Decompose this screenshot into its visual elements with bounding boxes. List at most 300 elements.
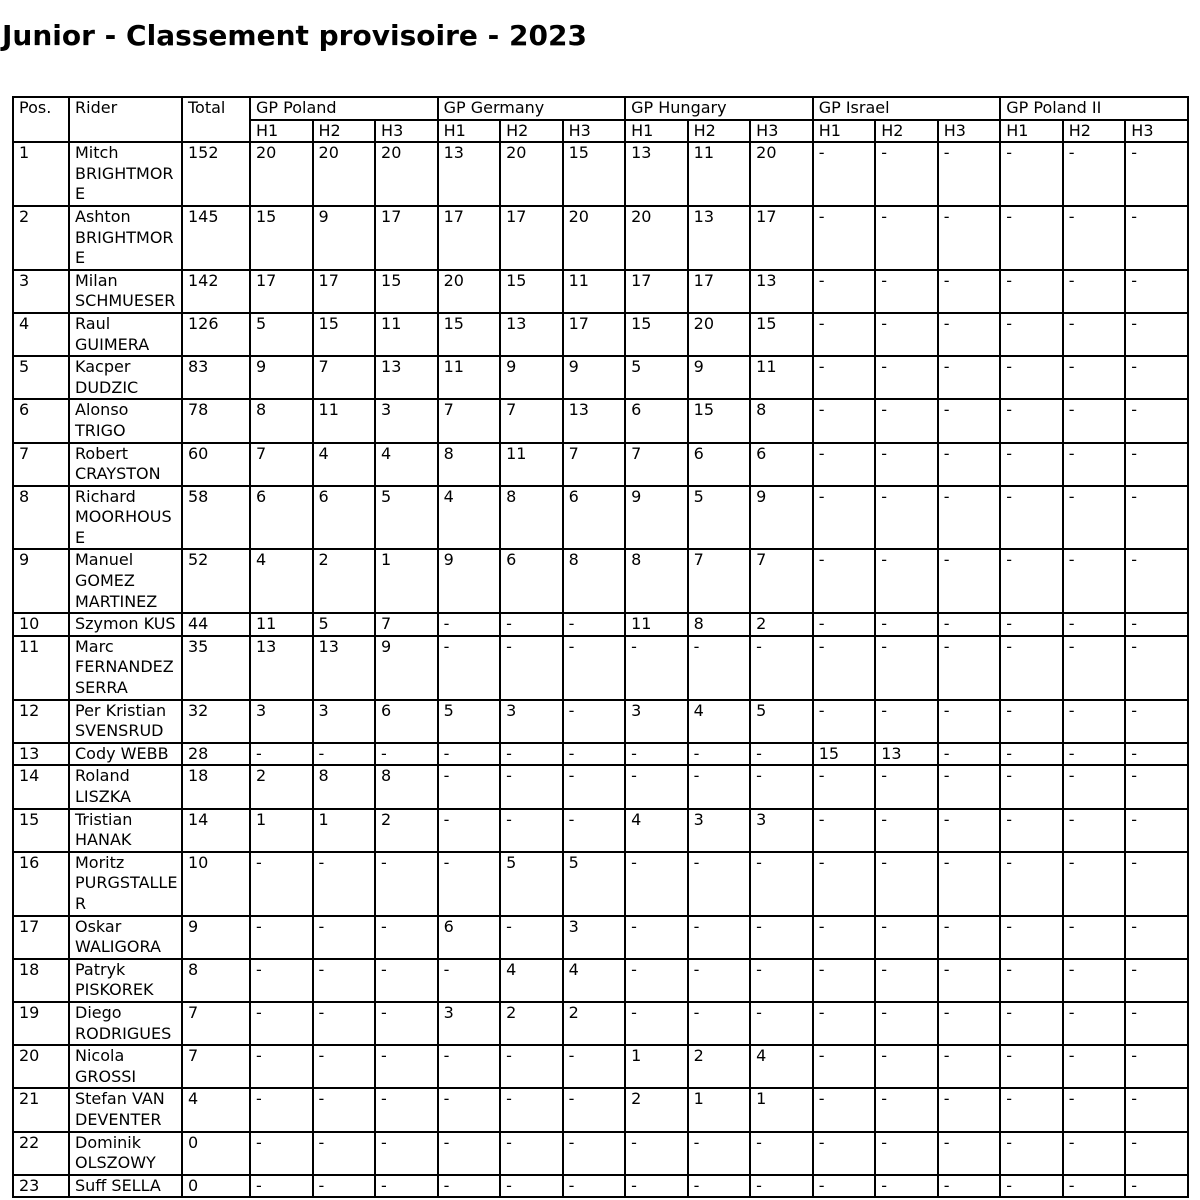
heat-score-cell: - bbox=[813, 206, 876, 270]
heat-score-cell: - bbox=[875, 809, 938, 852]
standings-table bbox=[12, 96, 1189, 1198]
heat-score-cell: 4 bbox=[750, 1045, 813, 1088]
heat-score-cell: 2 bbox=[750, 613, 813, 636]
heat-score-cell: 5 bbox=[688, 486, 751, 550]
table-row bbox=[13, 270, 1188, 313]
heat-score-cell: 7 bbox=[625, 443, 688, 486]
header-event: GP Germany bbox=[438, 97, 626, 120]
heat-score-cell: - bbox=[1125, 313, 1188, 356]
heat-score-cell: 4 bbox=[438, 486, 501, 550]
heat-score-cell: - bbox=[1125, 809, 1188, 852]
heat-score-cell: - bbox=[500, 916, 563, 959]
heat-score-cell: - bbox=[1000, 959, 1063, 1002]
heat-score-cell: 1 bbox=[625, 1045, 688, 1088]
rider-cell: Alonso TRIGO bbox=[69, 399, 182, 442]
heat-score-cell: - bbox=[1000, 206, 1063, 270]
heat-score-cell: 5 bbox=[750, 700, 813, 743]
position-cell: 18 bbox=[13, 959, 69, 1002]
total-cell: 60 bbox=[182, 443, 250, 486]
header-event: GP Israel bbox=[813, 97, 1001, 120]
rider-cell: Ashton BRIGHTMORE bbox=[69, 206, 182, 270]
heat-score-cell: - bbox=[1063, 636, 1126, 700]
heat-score-cell: 2 bbox=[500, 1002, 563, 1045]
heat-score-cell: - bbox=[875, 1002, 938, 1045]
heat-score-cell: - bbox=[625, 636, 688, 700]
position-cell: 2 bbox=[13, 206, 69, 270]
heat-score-cell: - bbox=[875, 959, 938, 1002]
header-row-events bbox=[13, 97, 1188, 120]
heat-score-cell: 9 bbox=[375, 636, 438, 700]
total-cell: 10 bbox=[182, 852, 250, 916]
heat-score-cell: 15 bbox=[250, 206, 313, 270]
heat-score-cell: - bbox=[750, 743, 813, 766]
heat-score-cell: - bbox=[938, 1045, 1001, 1088]
total-cell: 126 bbox=[182, 313, 250, 356]
heat-score-cell: - bbox=[375, 959, 438, 1002]
heat-score-cell: 20 bbox=[563, 206, 626, 270]
heat-score-cell: - bbox=[750, 1132, 813, 1175]
heat-score-cell: 9 bbox=[313, 206, 376, 270]
heat-score-cell: 7 bbox=[375, 613, 438, 636]
heat-score-cell: - bbox=[1125, 1132, 1188, 1175]
heat-score-cell: 13 bbox=[750, 270, 813, 313]
heat-score-cell: - bbox=[313, 852, 376, 916]
heat-score-cell: 3 bbox=[313, 700, 376, 743]
heat-score-cell: - bbox=[250, 916, 313, 959]
heat-score-cell: - bbox=[375, 1132, 438, 1175]
rider-cell: Cody WEBB bbox=[69, 743, 182, 766]
rider-cell: Kacper DUDZIC bbox=[69, 356, 182, 399]
table-row bbox=[13, 443, 1188, 486]
heat-score-cell: - bbox=[250, 743, 313, 766]
heat-score-cell: - bbox=[313, 1132, 376, 1175]
heat-score-cell: - bbox=[813, 270, 876, 313]
heat-score-cell: 20 bbox=[250, 142, 313, 206]
header-heat: H3 bbox=[750, 120, 813, 143]
heat-score-cell: 15 bbox=[438, 313, 501, 356]
heat-score-cell: - bbox=[438, 765, 501, 808]
heat-score-cell: 15 bbox=[625, 313, 688, 356]
heat-score-cell: - bbox=[750, 1002, 813, 1045]
heat-score-cell: - bbox=[563, 1088, 626, 1131]
heat-score-cell: 15 bbox=[375, 270, 438, 313]
rider-cell: Tristian HANAK bbox=[69, 809, 182, 852]
heat-score-cell: 5 bbox=[313, 613, 376, 636]
header-heat: H2 bbox=[688, 120, 751, 143]
heat-score-cell: - bbox=[1063, 549, 1126, 613]
heat-score-cell: - bbox=[563, 700, 626, 743]
heat-score-cell: - bbox=[1125, 356, 1188, 399]
header-event: GP Poland bbox=[250, 97, 438, 120]
rider-cell: Mitch BRIGHTMORE bbox=[69, 142, 182, 206]
heat-score-cell: - bbox=[938, 142, 1001, 206]
heat-score-cell: - bbox=[813, 443, 876, 486]
heat-score-cell: - bbox=[500, 1045, 563, 1088]
table-row bbox=[13, 206, 1188, 270]
heat-score-cell: - bbox=[563, 636, 626, 700]
table-row bbox=[13, 356, 1188, 399]
heat-score-cell: - bbox=[250, 959, 313, 1002]
heat-score-cell: - bbox=[375, 1175, 438, 1198]
header-heat: H3 bbox=[938, 120, 1001, 143]
heat-score-cell: 6 bbox=[625, 399, 688, 442]
heat-score-cell: - bbox=[750, 959, 813, 1002]
heat-score-cell: - bbox=[813, 1175, 876, 1198]
rider-cell: Dominik OLSZOWY bbox=[69, 1132, 182, 1175]
heat-score-cell: - bbox=[1063, 852, 1126, 916]
total-cell: 18 bbox=[182, 765, 250, 808]
heat-score-cell: - bbox=[1125, 852, 1188, 916]
heat-score-cell: 8 bbox=[625, 549, 688, 613]
heat-score-cell: - bbox=[563, 1175, 626, 1198]
heat-score-cell: - bbox=[1063, 613, 1126, 636]
position-cell: 22 bbox=[13, 1132, 69, 1175]
heat-score-cell: - bbox=[1125, 270, 1188, 313]
rider-cell: Stefan VAN DEVENTER bbox=[69, 1088, 182, 1131]
heat-score-cell: 1 bbox=[750, 1088, 813, 1131]
heat-score-cell: - bbox=[688, 743, 751, 766]
heat-score-cell: - bbox=[500, 1088, 563, 1131]
heat-score-cell: - bbox=[313, 1088, 376, 1131]
heat-score-cell: - bbox=[938, 270, 1001, 313]
table-row bbox=[13, 852, 1188, 916]
total-cell: 28 bbox=[182, 743, 250, 766]
heat-score-cell: - bbox=[875, 270, 938, 313]
heat-score-cell: - bbox=[500, 613, 563, 636]
heat-score-cell: - bbox=[938, 486, 1001, 550]
table-row bbox=[13, 636, 1188, 700]
heat-score-cell: - bbox=[688, 1132, 751, 1175]
table-row bbox=[13, 1045, 1188, 1088]
heat-score-cell: 8 bbox=[313, 765, 376, 808]
heat-score-cell: 3 bbox=[625, 700, 688, 743]
header-heat: H2 bbox=[1063, 120, 1126, 143]
heat-score-cell: 17 bbox=[750, 206, 813, 270]
heat-score-cell: 13 bbox=[875, 743, 938, 766]
heat-score-cell: - bbox=[438, 1132, 501, 1175]
heat-score-cell: - bbox=[438, 743, 501, 766]
heat-score-cell: - bbox=[1063, 916, 1126, 959]
heat-score-cell: - bbox=[938, 356, 1001, 399]
heat-score-cell: - bbox=[438, 613, 501, 636]
heat-score-cell: - bbox=[875, 313, 938, 356]
heat-score-cell: - bbox=[1063, 743, 1126, 766]
heat-score-cell: - bbox=[875, 700, 938, 743]
heat-score-cell: - bbox=[1000, 356, 1063, 399]
total-cell: 14 bbox=[182, 809, 250, 852]
heat-score-cell: 1 bbox=[250, 809, 313, 852]
heat-score-cell: 17 bbox=[313, 270, 376, 313]
heat-score-cell: 17 bbox=[688, 270, 751, 313]
heat-score-cell: - bbox=[250, 1132, 313, 1175]
heat-score-cell: - bbox=[813, 852, 876, 916]
heat-score-cell: - bbox=[1125, 959, 1188, 1002]
heat-score-cell: 8 bbox=[250, 399, 313, 442]
position-cell: 12 bbox=[13, 700, 69, 743]
heat-score-cell: - bbox=[875, 613, 938, 636]
heat-score-cell: - bbox=[625, 1132, 688, 1175]
heat-score-cell: - bbox=[250, 1045, 313, 1088]
heat-score-cell: 13 bbox=[313, 636, 376, 700]
heat-score-cell: 3 bbox=[750, 809, 813, 852]
heat-score-cell: 7 bbox=[313, 356, 376, 399]
heat-score-cell: - bbox=[938, 549, 1001, 613]
total-cell: 7 bbox=[182, 1002, 250, 1045]
heat-score-cell: 2 bbox=[688, 1045, 751, 1088]
position-cell: 1 bbox=[13, 142, 69, 206]
heat-score-cell: - bbox=[563, 1045, 626, 1088]
total-cell: 8 bbox=[182, 959, 250, 1002]
heat-score-cell: - bbox=[1000, 142, 1063, 206]
heat-score-cell: 7 bbox=[688, 549, 751, 613]
total-cell: 52 bbox=[182, 549, 250, 613]
heat-score-cell: - bbox=[875, 486, 938, 550]
heat-score-cell: 20 bbox=[500, 142, 563, 206]
heat-score-cell: - bbox=[1125, 765, 1188, 808]
heat-score-cell: - bbox=[1125, 399, 1188, 442]
heat-score-cell: 20 bbox=[688, 313, 751, 356]
table-row bbox=[13, 959, 1188, 1002]
heat-score-cell: - bbox=[1000, 765, 1063, 808]
heat-score-cell: 7 bbox=[500, 399, 563, 442]
heat-score-cell: - bbox=[938, 613, 1001, 636]
table-row bbox=[13, 1175, 1188, 1198]
heat-score-cell: 2 bbox=[563, 1002, 626, 1045]
heat-score-cell: 3 bbox=[250, 700, 313, 743]
heat-score-cell: 8 bbox=[500, 486, 563, 550]
heat-score-cell: - bbox=[438, 959, 501, 1002]
rider-cell: Marc FERNANDEZ SERRA bbox=[69, 636, 182, 700]
heat-score-cell: 6 bbox=[438, 916, 501, 959]
table-row bbox=[13, 142, 1188, 206]
rider-cell: Manuel GOMEZ MARTINEZ bbox=[69, 549, 182, 613]
heat-score-cell: - bbox=[250, 1002, 313, 1045]
header-heat: H3 bbox=[1125, 120, 1188, 143]
table-row bbox=[13, 399, 1188, 442]
heat-score-cell: 11 bbox=[625, 613, 688, 636]
heat-score-cell: 9 bbox=[750, 486, 813, 550]
heat-score-cell: - bbox=[1125, 443, 1188, 486]
heat-score-cell: - bbox=[1000, 443, 1063, 486]
heat-score-cell: 5 bbox=[438, 700, 501, 743]
heat-score-cell: 20 bbox=[438, 270, 501, 313]
header-heat: H1 bbox=[438, 120, 501, 143]
table-row bbox=[13, 743, 1188, 766]
header-pos: Pos. bbox=[13, 97, 69, 142]
heat-score-cell: - bbox=[1125, 486, 1188, 550]
heat-score-cell: 8 bbox=[438, 443, 501, 486]
heat-score-cell: - bbox=[813, 916, 876, 959]
heat-score-cell: - bbox=[313, 916, 376, 959]
heat-score-cell: - bbox=[938, 1002, 1001, 1045]
heat-score-cell: 11 bbox=[563, 270, 626, 313]
heat-score-cell: - bbox=[875, 852, 938, 916]
heat-score-cell: 20 bbox=[313, 142, 376, 206]
header-heat: H2 bbox=[500, 120, 563, 143]
heat-score-cell: - bbox=[438, 1045, 501, 1088]
heat-score-cell: 6 bbox=[313, 486, 376, 550]
heat-score-cell: - bbox=[438, 1088, 501, 1131]
heat-score-cell: 13 bbox=[250, 636, 313, 700]
heat-score-cell: - bbox=[688, 1002, 751, 1045]
heat-score-cell: - bbox=[375, 852, 438, 916]
header-heat: H1 bbox=[813, 120, 876, 143]
heat-score-cell: - bbox=[750, 916, 813, 959]
heat-score-cell: - bbox=[438, 636, 501, 700]
heat-score-cell: - bbox=[1063, 206, 1126, 270]
heat-score-cell: 15 bbox=[813, 743, 876, 766]
heat-score-cell: - bbox=[938, 852, 1001, 916]
heat-score-cell: - bbox=[313, 959, 376, 1002]
position-cell: 11 bbox=[13, 636, 69, 700]
heat-score-cell: 6 bbox=[500, 549, 563, 613]
heat-score-cell: - bbox=[250, 1175, 313, 1198]
heat-score-cell: - bbox=[938, 916, 1001, 959]
heat-score-cell: - bbox=[813, 1045, 876, 1088]
rider-cell: Diego RODRIGUES bbox=[69, 1002, 182, 1045]
heat-score-cell: 4 bbox=[563, 959, 626, 1002]
heat-score-cell: 15 bbox=[563, 142, 626, 206]
heat-score-cell: - bbox=[563, 743, 626, 766]
heat-score-cell: - bbox=[750, 636, 813, 700]
header-heat: H3 bbox=[375, 120, 438, 143]
heat-score-cell: 15 bbox=[750, 313, 813, 356]
heat-score-cell: 15 bbox=[500, 270, 563, 313]
heat-score-cell: - bbox=[1000, 636, 1063, 700]
heat-score-cell: 20 bbox=[750, 142, 813, 206]
heat-score-cell: - bbox=[1063, 765, 1126, 808]
heat-score-cell: 7 bbox=[438, 399, 501, 442]
rider-cell: Milan SCHMUESER bbox=[69, 270, 182, 313]
heat-score-cell: 8 bbox=[375, 765, 438, 808]
position-cell: 8 bbox=[13, 486, 69, 550]
heat-score-cell: - bbox=[1000, 613, 1063, 636]
heat-score-cell: - bbox=[250, 1088, 313, 1131]
heat-score-cell: - bbox=[1063, 700, 1126, 743]
heat-score-cell: 8 bbox=[563, 549, 626, 613]
position-cell: 5 bbox=[13, 356, 69, 399]
heat-score-cell: 13 bbox=[438, 142, 501, 206]
position-cell: 10 bbox=[13, 613, 69, 636]
heat-score-cell: - bbox=[625, 959, 688, 1002]
heat-score-cell: - bbox=[1063, 1045, 1126, 1088]
heat-score-cell: 9 bbox=[438, 549, 501, 613]
heat-score-cell: 6 bbox=[375, 700, 438, 743]
heat-score-cell: 8 bbox=[688, 613, 751, 636]
total-cell: 9 bbox=[182, 916, 250, 959]
total-cell: 0 bbox=[182, 1175, 250, 1198]
heat-score-cell: 3 bbox=[438, 1002, 501, 1045]
heat-score-cell: 7 bbox=[250, 443, 313, 486]
heat-score-cell: - bbox=[813, 313, 876, 356]
table-row bbox=[13, 916, 1188, 959]
heat-score-cell: - bbox=[500, 636, 563, 700]
heat-score-cell: 17 bbox=[375, 206, 438, 270]
heat-score-cell: - bbox=[1063, 443, 1126, 486]
heat-score-cell: 5 bbox=[375, 486, 438, 550]
position-cell: 19 bbox=[13, 1002, 69, 1045]
heat-score-cell: - bbox=[875, 1088, 938, 1131]
heat-score-cell: - bbox=[1063, 809, 1126, 852]
heat-score-cell: - bbox=[563, 1132, 626, 1175]
rider-cell: Szymon KUS bbox=[69, 613, 182, 636]
position-cell: 17 bbox=[13, 916, 69, 959]
heat-score-cell: 20 bbox=[625, 206, 688, 270]
heat-score-cell: - bbox=[1125, 549, 1188, 613]
position-cell: 9 bbox=[13, 549, 69, 613]
heat-score-cell: - bbox=[1000, 1045, 1063, 1088]
total-cell: 78 bbox=[182, 399, 250, 442]
header-total: Total bbox=[182, 97, 250, 142]
heat-score-cell: 11 bbox=[750, 356, 813, 399]
heat-score-cell: - bbox=[938, 443, 1001, 486]
heat-score-cell: - bbox=[1125, 916, 1188, 959]
total-cell: 35 bbox=[182, 636, 250, 700]
position-cell: 3 bbox=[13, 270, 69, 313]
table-body bbox=[13, 142, 1188, 1197]
heat-score-cell: - bbox=[1125, 636, 1188, 700]
heat-score-cell: 17 bbox=[563, 313, 626, 356]
heat-score-cell: - bbox=[938, 206, 1001, 270]
total-cell: 145 bbox=[182, 206, 250, 270]
header-heat: H2 bbox=[313, 120, 376, 143]
heat-score-cell: 4 bbox=[688, 700, 751, 743]
heat-score-cell: - bbox=[1000, 549, 1063, 613]
heat-score-cell: - bbox=[625, 916, 688, 959]
heat-score-cell: - bbox=[500, 765, 563, 808]
heat-score-cell: - bbox=[875, 916, 938, 959]
heat-score-cell: - bbox=[938, 765, 1001, 808]
header-heat: H2 bbox=[875, 120, 938, 143]
rider-cell: Richard MOORHOUSE bbox=[69, 486, 182, 550]
position-cell: 4 bbox=[13, 313, 69, 356]
heat-score-cell: 13 bbox=[688, 206, 751, 270]
heat-score-cell: - bbox=[813, 549, 876, 613]
heat-score-cell: 11 bbox=[438, 356, 501, 399]
heat-score-cell: - bbox=[938, 1175, 1001, 1198]
heat-score-cell: - bbox=[688, 765, 751, 808]
header-event: GP Poland II bbox=[1000, 97, 1188, 120]
heat-score-cell: - bbox=[1063, 1175, 1126, 1198]
heat-score-cell: 3 bbox=[500, 700, 563, 743]
heat-score-cell: - bbox=[313, 743, 376, 766]
position-cell: 13 bbox=[13, 743, 69, 766]
heat-score-cell: - bbox=[375, 743, 438, 766]
heat-score-cell: - bbox=[813, 700, 876, 743]
heat-score-cell: - bbox=[813, 765, 876, 808]
heat-score-cell: - bbox=[1125, 206, 1188, 270]
heat-score-cell: - bbox=[1125, 743, 1188, 766]
heat-score-cell: - bbox=[750, 765, 813, 808]
table-row bbox=[13, 700, 1188, 743]
heat-score-cell: 17 bbox=[438, 206, 501, 270]
heat-score-cell: - bbox=[875, 549, 938, 613]
heat-score-cell: 11 bbox=[688, 142, 751, 206]
heat-score-cell: 11 bbox=[500, 443, 563, 486]
heat-score-cell: - bbox=[1063, 959, 1126, 1002]
rider-cell: Moritz PURGSTALLER bbox=[69, 852, 182, 916]
rider-cell: Patryk PISKOREK bbox=[69, 959, 182, 1002]
heat-score-cell: 7 bbox=[750, 549, 813, 613]
heat-score-cell: - bbox=[500, 1175, 563, 1198]
heat-score-cell: - bbox=[750, 852, 813, 916]
heat-score-cell: - bbox=[375, 1045, 438, 1088]
total-cell: 83 bbox=[182, 356, 250, 399]
heat-score-cell: - bbox=[938, 700, 1001, 743]
heat-score-cell: 9 bbox=[688, 356, 751, 399]
heat-score-cell: - bbox=[875, 443, 938, 486]
header-heat: H3 bbox=[563, 120, 626, 143]
